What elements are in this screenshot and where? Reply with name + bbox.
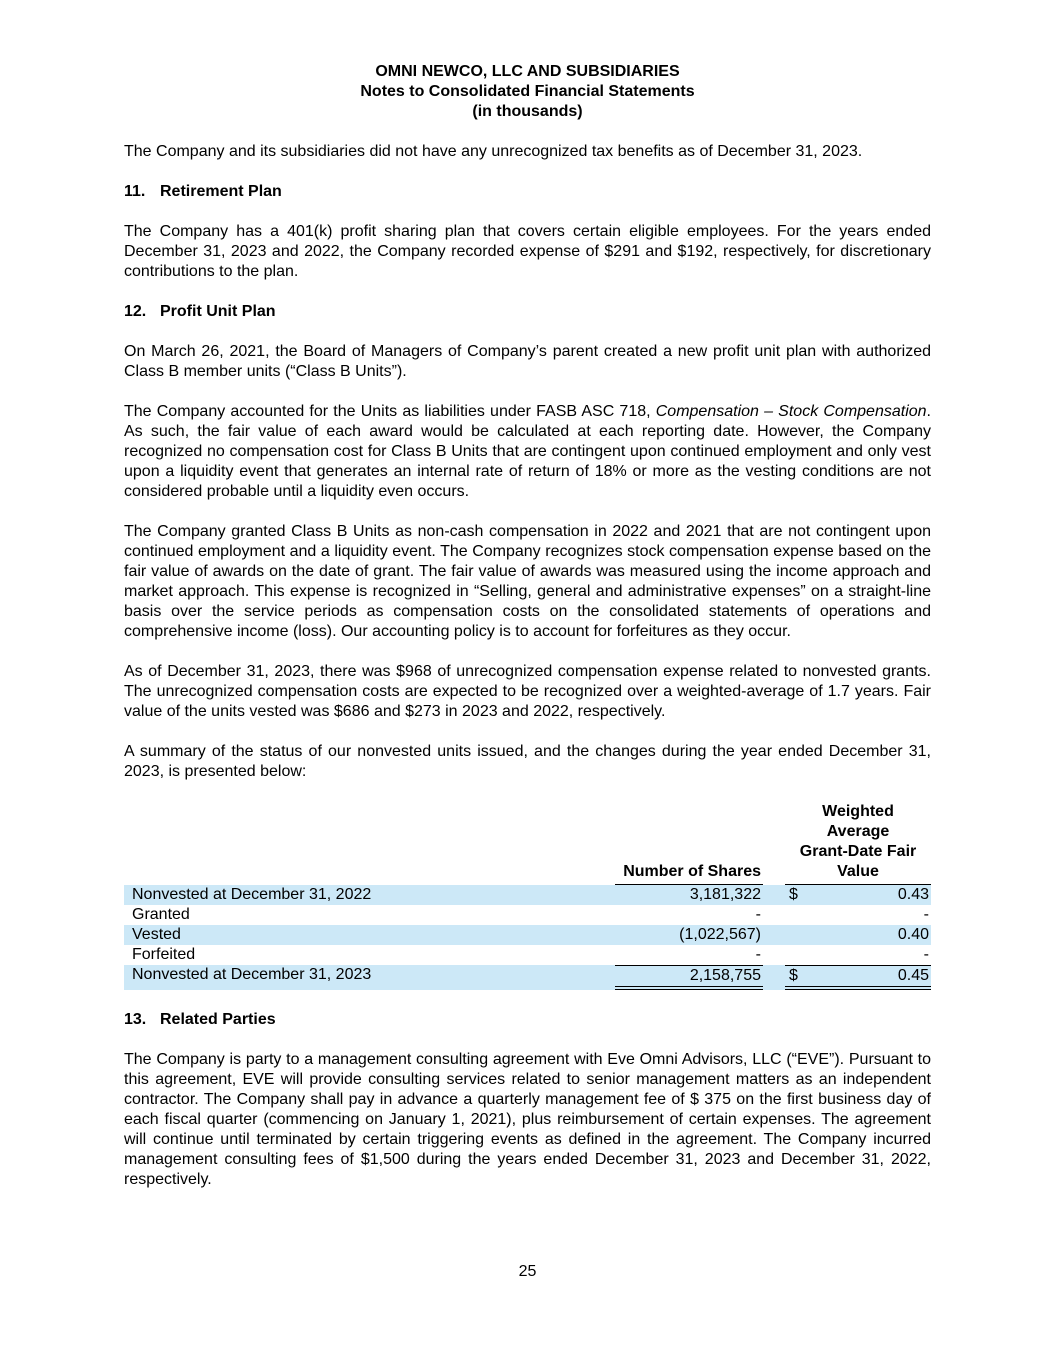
- section-12-number: 12.: [124, 303, 147, 320]
- section-11-title: Retirement Plan: [160, 183, 282, 200]
- table-row-vested: [124, 925, 931, 945]
- col-header-fair-value: [785, 802, 931, 885]
- value-amount: -: [923, 946, 929, 963]
- section-13-number: 13.: [124, 1011, 147, 1028]
- section-12-paragraph-3: The Company granted Class B Units as non-cash compensation in 2022 and 2021 that are not contingent upon continued employment and a liquidity event. The Company recognizes stock compensation expense based on the fair value of awards on the date of grant. The fair value of awards was measured using the income approach and market approach. This expense is recognized in “Selling, general and administrative expenses” on a straight-line basis over the service periods as compensation costs on the consolidated statements of operations and comprehensive income (loss). Our accounting policy is to account for forfeitures as they occur.: [124, 523, 931, 640]
- shares-cell: 2,158,755: [615, 965, 763, 990]
- fair-value-cell: [785, 945, 931, 965]
- section-12-paragraph-5: A summary of the status of our nonvested units issued, and the changes during the year ended December 31, 2023, is presented below:: [124, 743, 931, 780]
- doc-scale-note: (in thousands): [472, 103, 583, 120]
- shares-cell: (1,022,567): [679, 926, 761, 943]
- fair-value-header-line: Grant-Date Fair: [799, 843, 917, 860]
- fair-value-cell: [785, 885, 931, 905]
- value-amount: 0.43: [897, 886, 929, 903]
- column-gap: [763, 925, 785, 945]
- table-header-row: [124, 802, 931, 885]
- p2-italic-citation: Compensation – Stock Compensation: [655, 403, 927, 420]
- section-11-paragraph: The Company has a 401(k) profit sharing plan that covers certain eligible employees. For the years ended December 31, 2023 and 2022, the Company recorded expense of $291 and $192, respectively, for discretionary contributions to the plan.: [124, 223, 931, 280]
- row-label: Nonvested at December 31, 2022: [132, 886, 372, 903]
- row-label: Nonvested at December 31, 2023: [132, 966, 372, 983]
- row-label: Vested: [132, 926, 181, 943]
- fair-value-cell: [785, 905, 931, 925]
- document-header: [124, 62, 931, 122]
- fair-value-cell: [785, 925, 931, 945]
- col-header-number-of-shares: Number of Shares: [615, 862, 763, 885]
- currency-symbol: $: [789, 886, 798, 903]
- fair-value-header-line: Value: [837, 863, 879, 880]
- value-amount: 0.45: [897, 967, 929, 984]
- p2-lead-text: The Company accounted for the Units as liabilities under FASB ASC 718,: [124, 403, 656, 420]
- p2-rest-text: . As such, the fair value of each award would be calculated at each reporting date. However, the Company recognized no compensation cost for Class B Units that are contingent upon continued employment and only vest upon a liquidity event that generates an internal rate of return of 18% or more as the vesting conditions are not considered probable until a liquidity even occurs.: [124, 403, 931, 500]
- value-amount: 0.40: [897, 926, 929, 943]
- section-11-number: 11.: [124, 183, 146, 200]
- section-12-title: Profit Unit Plan: [160, 303, 276, 320]
- section-11-heading: [124, 182, 931, 202]
- section-13-title: Related Parties: [160, 1011, 276, 1028]
- table-row-forfeited: [124, 945, 931, 965]
- nonvested-units-table: [124, 802, 931, 990]
- page-number: 25: [518, 1263, 537, 1280]
- section-12-heading: [124, 302, 931, 322]
- table-row-nonvested-2023: [124, 965, 931, 990]
- row-label: Granted: [132, 906, 190, 923]
- fair-value-header-line: Weighted: [822, 803, 894, 820]
- section-13-paragraph: The Company is party to a management consulting agreement with Eve Omni Advisors, LLC (“EVE”). Pursuant to this agreement, EVE will provide consulting services related to senior management matters as an independent contractor. The Company shall pay in advance a quarterly management fee of $ 375 on the first business day of each fiscal quarter (commencing on January 1, 2021), plus reimbursement of certain expenses. The agreement will continue until terminated by certain triggering events as defined in the agreement. The Company incurred management consulting fees of $1,500 during the years ended December 31, 2023 and December 31, 2022, respectively.: [124, 1051, 931, 1188]
- column-gap: [763, 965, 785, 990]
- section-13-heading: [124, 1010, 931, 1030]
- value-amount: -: [923, 906, 929, 923]
- fair-value-cell: [785, 965, 931, 990]
- shares-cell: 3,181,322: [689, 886, 761, 903]
- currency-symbol: $: [789, 967, 798, 984]
- table-row-nonvested-2022: [124, 885, 931, 905]
- doc-subtitle: Notes to Consolidated Financial Statements: [360, 83, 695, 100]
- section-12-paragraph-2: [124, 402, 931, 502]
- table-row-granted: [124, 905, 931, 925]
- doc-title: OMNI NEWCO, LLC AND SUBSIDIARIES: [375, 63, 680, 80]
- row-label: Forfeited: [132, 946, 196, 963]
- column-gap: [763, 945, 785, 965]
- section-12-paragraph-1: On March 26, 2021, the Board of Managers of Company’s parent created a new profit unit plan with authorized Class B member units (“Class B Units”).: [124, 343, 931, 380]
- shares-cell: -: [755, 906, 761, 923]
- intro-paragraph: The Company and its subsidiaries did not have any unrecognized tax benefits as of December 31, 2023.: [124, 143, 863, 160]
- column-gap: [763, 905, 785, 925]
- shares-cell: -: [755, 946, 761, 963]
- section-12-paragraph-4: As of December 31, 2023, there was $968 of unrecognized compensation expense related to nonvested grants. The unrecognized compensation costs are expected to be recognized over a weighted-average of 1.7 years. Fair value of the units vested was $686 and $273 in 2023 and 2022, respectively.: [124, 663, 931, 720]
- fair-value-header-line: Average: [826, 823, 890, 840]
- column-gap: [763, 885, 785, 905]
